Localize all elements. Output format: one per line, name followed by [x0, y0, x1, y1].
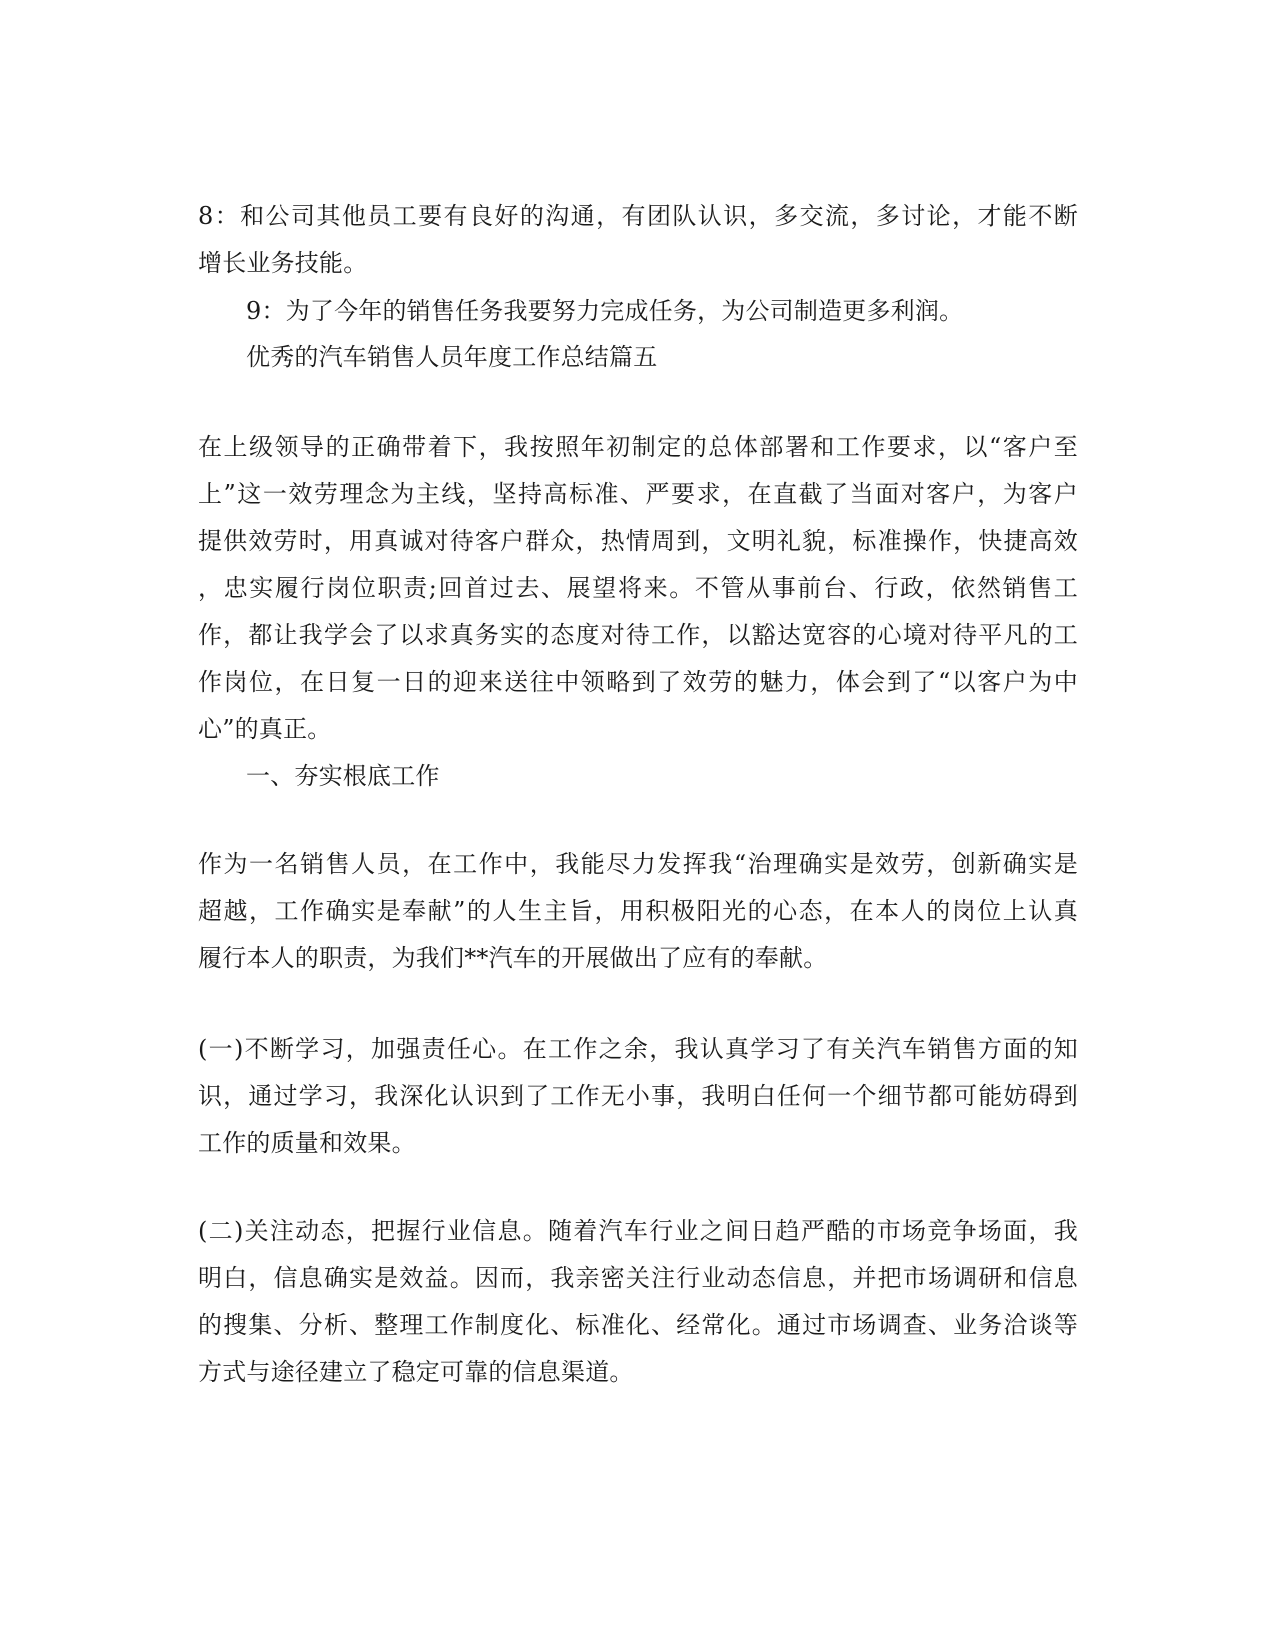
paragraph-2-line-3: 履行本人的职责，为我们**汽车的开展做出了应有的奉献。	[198, 944, 828, 972]
section-heading: 优秀的汽车销售人员年度工作总结篇五	[246, 343, 658, 371]
paragraph-4-line-3: 的搜集、分析、整理工作制度化、标准化、经常化。通过市场调查、业务洽谈等	[198, 1311, 1078, 1339]
paragraph-3-line-2: 识，通过学习，我深化认识到了工作无小事，我明白任何一个细节都可能妨碍到	[198, 1082, 1078, 1110]
subheading-1: 一、夯实根底工作	[246, 762, 440, 790]
paragraph-2-line-2: 超越，工作确实是奉献”的人生主旨，用积极阳光的心态，在本人的岗位上认真	[198, 897, 1078, 925]
paragraph-1-line-4: ，忠实履行岗位职责;回首过去、展望将来。不管从事前台、行政，依然销售工	[198, 574, 1078, 602]
paragraph-4-line-4: 方式与途径建立了稳定可靠的信息渠道。	[198, 1358, 634, 1386]
list-item-8-line-2: 增长业务技能。	[198, 249, 368, 277]
paragraph-2-line-1: 作为一名销售人员，在工作中，我能尽力发挥我“治理确实是效劳，创新确实是	[198, 850, 1078, 878]
list-item-8-line-1: 8：和公司其他员工要有良好的沟通，有团队认识，多交流，多讨论，才能不断	[198, 202, 1078, 230]
paragraph-1-line-5: 作，都让我学会了以求真务实的态度对待工作，以豁达宽容的心境对待平凡的工	[198, 621, 1078, 649]
paragraph-1-line-2: 上”这一效劳理念为主线，坚持高标准、严要求，在直截了当面对客户，为客户	[198, 480, 1078, 508]
paragraph-4-line-2: 明白，信息确实是效益。因而，我亲密关注行业动态信息，并把市场调研和信息	[198, 1264, 1078, 1292]
paragraph-1-line-7: 心”的真正。	[198, 715, 332, 743]
paragraph-3-line-3: 工作的质量和效果。	[198, 1129, 416, 1157]
list-item-9: 9：为了今年的销售任务我要努力完成任务，为公司制造更多利润。	[246, 297, 964, 325]
paragraph-3-line-1: (一)不断学习，加强责任心。在工作之余，我认真学习了有关汽车销售方面的知	[198, 1035, 1078, 1063]
paragraph-1-line-3: 提供效劳时，用真诚对待客户群众，热情周到，文明礼貌，标准操作，快捷高效	[198, 527, 1078, 555]
paragraph-4-line-1: (二)关注动态，把握行业信息。随着汽车行业之间日趋严酷的市场竞争场面，我	[198, 1217, 1078, 1245]
paragraph-1-line-1: 在上级领导的正确带着下，我按照年初制定的总体部署和工作要求，以“客户至	[198, 433, 1078, 461]
paragraph-1-line-6: 作岗位，在日复一日的迎来送往中领略到了效劳的魅力，体会到了“以客户为中	[198, 668, 1078, 696]
